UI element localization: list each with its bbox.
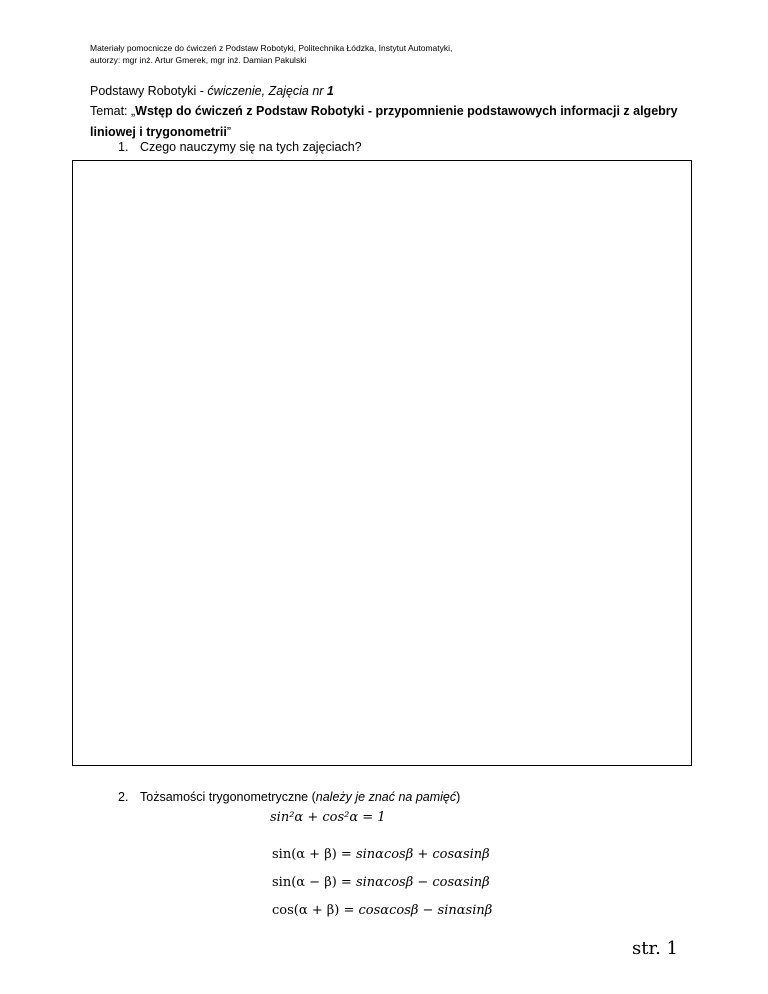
question-2-text: Tożsamości trygonometryczne (należy je znać na pamięć) xyxy=(140,790,461,804)
page-number: str. 1 xyxy=(632,938,678,959)
class-number: 1 xyxy=(326,84,334,98)
formula-cos-sum: cos(α + β) = cosαcosβ − sinαsinβ xyxy=(272,903,493,918)
topic-text: Wstęp do ćwiczeń z Podstaw Robotyki - przypomnienie podstawowych informacji z algebry liniowej i trygonometrii xyxy=(90,104,678,139)
header-line-2: autorzy: mgr inż. Artur Gmerek, mgr inż. Damian Pakulski xyxy=(90,55,307,65)
course-name: Podstawy Robotyki - xyxy=(90,84,208,98)
topic-label: Temat: „ xyxy=(90,104,136,118)
formula-sin-sum: sin(α + β) = sinαcosβ + cosαsinβ xyxy=(272,847,490,862)
question-2-number: 2. xyxy=(118,790,129,804)
topic xyxy=(90,101,690,143)
formula-sin-difference: sin(α − β) = sinαcosβ − cosαsinβ xyxy=(272,875,490,890)
topic-close: ” xyxy=(226,125,231,139)
formula-pythagorean: sin²α + cos²α = 1 xyxy=(270,810,386,825)
header-line-1: Materiały pomocnicze do ćwiczeń z Podstaw Robotyki, Politechnika Łódzka, Instytut Automatyki, xyxy=(90,43,453,53)
class-type: ćwiczenie, Zajęcia nr xyxy=(207,84,327,98)
document-header xyxy=(90,42,452,66)
answer-box[interactable] xyxy=(72,160,692,766)
question-1-number: 1. xyxy=(118,140,129,154)
document-title xyxy=(90,82,334,100)
question-2-emphasis: należy je znać na pamięć xyxy=(315,790,457,804)
question-1-text: Czego nauczymy się na tych zajęciach? xyxy=(140,140,362,154)
